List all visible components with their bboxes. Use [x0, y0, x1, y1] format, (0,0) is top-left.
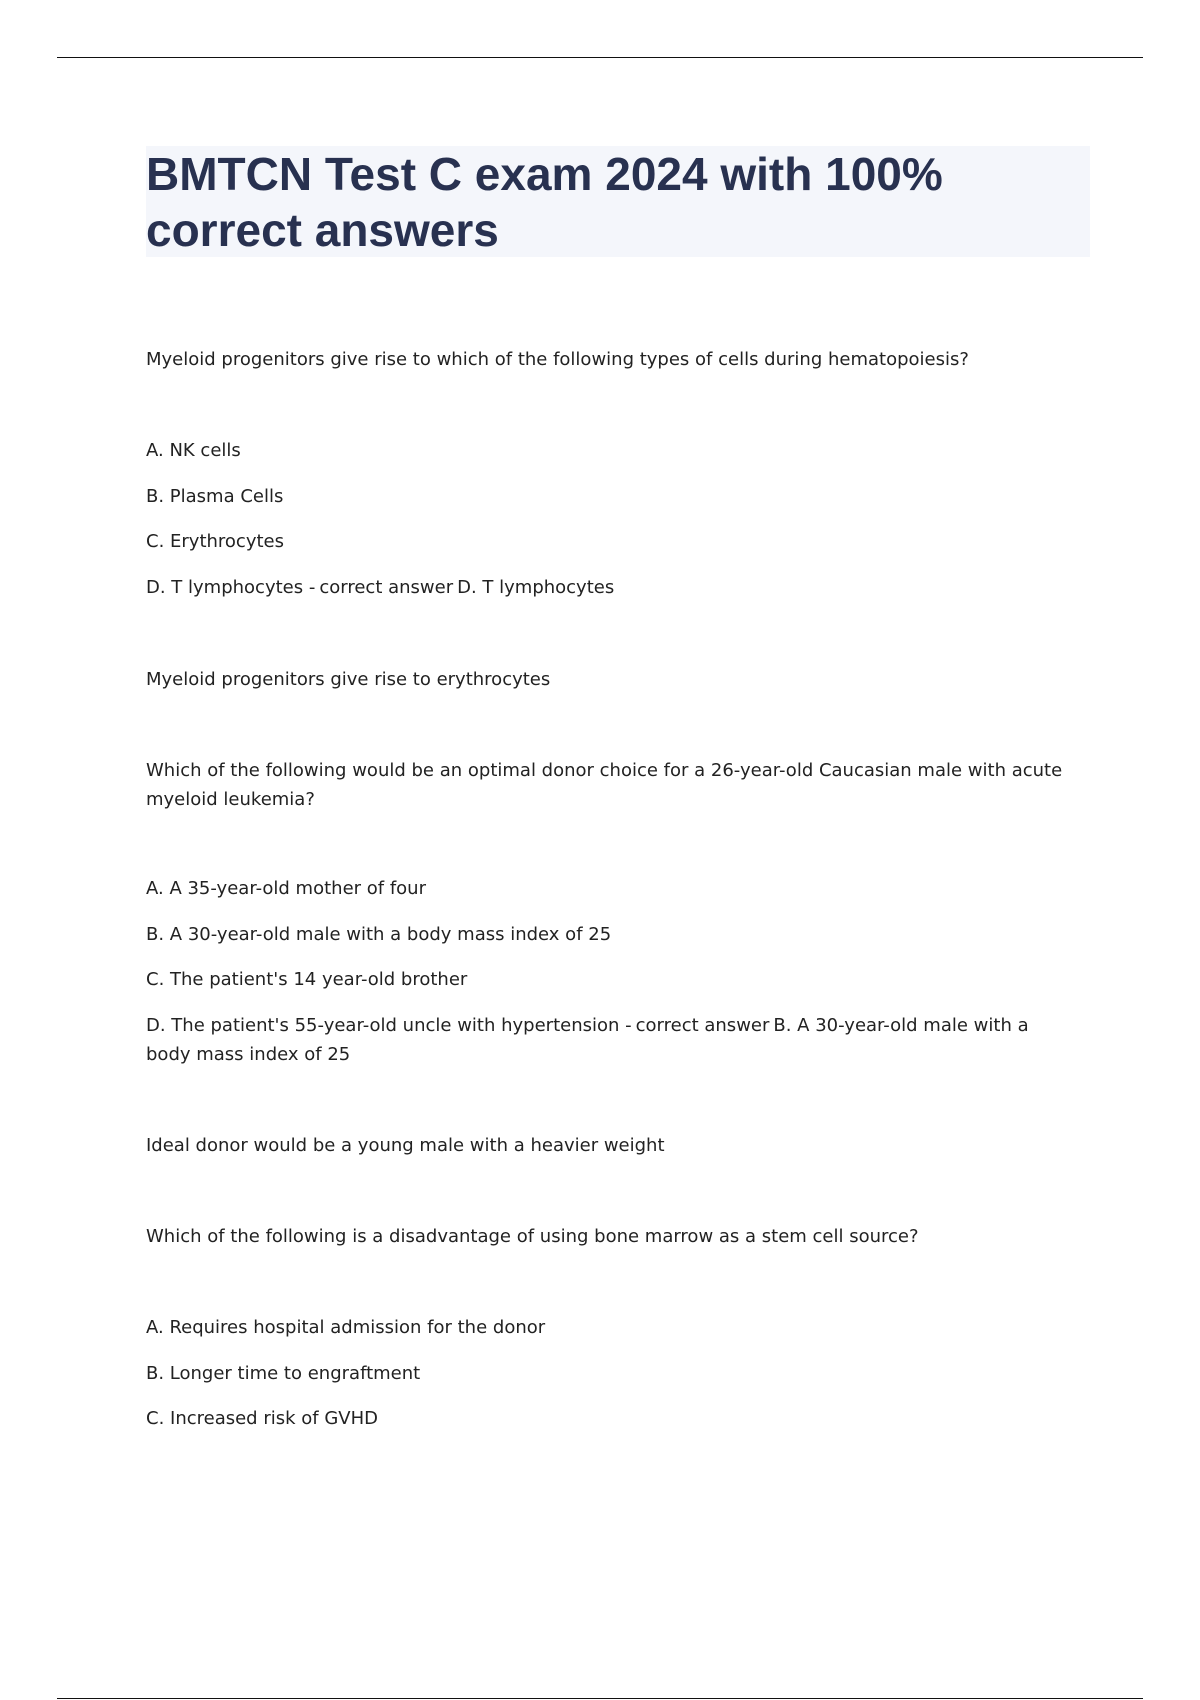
question-1-option-c: C. Erythrocytes — [146, 531, 284, 552]
question-2-answer: B. A 30-year-old male with a body mass index of 25 — [146, 1015, 1029, 1065]
question-1-option-d: D. T lymphocytes - — [146, 577, 316, 598]
bottom-divider — [57, 1698, 1143, 1699]
question-1-answer: D. T lymphocytes — [457, 577, 615, 598]
question-3-option-b: B. Longer time to engraftment — [146, 1363, 421, 1384]
question-1-explanation: Myeloid progenitors give rise to erythrocytes — [146, 669, 551, 690]
top-divider — [57, 57, 1143, 58]
question-2-answer-label: correct answer — [635, 1015, 770, 1036]
question-3-option-c: C. Increased risk of GVHD — [146, 1408, 378, 1429]
document-title: BMTCN Test C exam 2024 with 100% correct answers — [146, 148, 943, 256]
question-1-text: Myeloid progenitors give rise to which of the following types of cells during hematopoiesis? — [146, 349, 969, 370]
question-2-option-b: B. A 30-year-old male with a body mass index of 25 — [146, 924, 612, 945]
question-1-answer-label: correct answer — [319, 577, 454, 598]
question-2-option-a: A. A 35-year-old mother of four — [146, 878, 426, 899]
question-2-option-d: D. The patient's 55-year-old uncle with hypertension - — [146, 1015, 632, 1036]
question-2-option-c: C. The patient's 14 year-old brother — [146, 969, 468, 990]
question-1-option-d-with-answer — [146, 573, 1076, 602]
question-3-option-a: A. Requires hospital admission for the donor — [146, 1317, 546, 1338]
question-1-option-a: A. NK cells — [146, 440, 241, 461]
question-3-text: Which of the following is a disadvantage of using bone marrow as a stem cell source? — [146, 1226, 919, 1247]
question-2-explanation: Ideal donor would be a young male with a heavier weight — [146, 1135, 665, 1156]
question-2-option-d-with-answer — [146, 1011, 1076, 1069]
question-1-option-b: B. Plasma Cells — [146, 486, 284, 507]
question-2-text: Which of the following would be an optimal donor choice for a 26-year-old Caucasian male with acute myeloid leukemia? — [146, 760, 1063, 810]
